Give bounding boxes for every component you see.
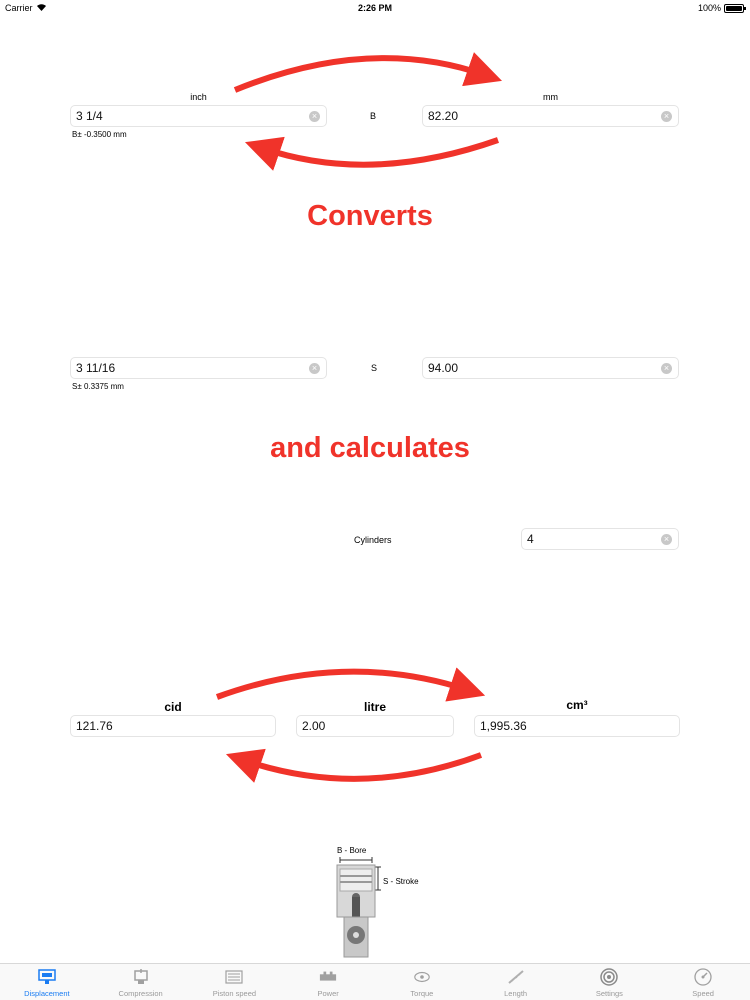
length-icon [507,968,525,986]
tab-length[interactable] [469,964,563,1000]
bore-mm-value: 82.20 [428,109,459,123]
arrow-top-left [262,140,498,165]
litre-heading: litre [363,700,386,714]
battery-icon [724,4,744,13]
stroke-inch-field[interactable] [70,357,327,379]
torque-icon [413,968,431,986]
tab-label: Speed [692,989,714,998]
stroke-diagram-label: S - Stroke [383,877,419,886]
clear-icon[interactable]: × [661,111,672,122]
cm3-heading: cm³ [566,698,588,712]
mm-unit-label: mm [543,92,558,102]
bore-inch-field[interactable] [70,105,327,127]
displacement-icon [38,968,56,986]
stroke-tolerance-note: S± 0.3375 mm [72,382,124,391]
litre-field[interactable] [296,715,454,737]
cylinders-field[interactable] [521,528,679,550]
arrow-bottom-right [217,672,468,697]
cid-heading: cid [164,700,182,714]
litre-value: 2.00 [302,719,326,733]
tab-label: Power [317,989,339,998]
bore-inch-value: 3 1/4 [76,109,103,123]
arrow-top-right [235,58,485,90]
bore-symbol: B [370,111,377,121]
cm3-field[interactable] [474,715,680,737]
clear-icon[interactable]: × [309,363,320,374]
bore-diagram-label: B - Bore [337,846,367,855]
clear-icon[interactable]: × [661,534,672,545]
battery-percent: 100% [697,3,721,13]
stroke-mm-field[interactable] [422,357,679,379]
stroke-symbol: S [371,363,378,373]
inch-unit-label: inch [190,92,207,102]
compression-icon [132,968,150,986]
power-icon [319,968,337,986]
piston-diagram [330,845,440,960]
tab-speed[interactable] [656,964,750,1000]
speed-icon [694,968,712,986]
status-battery-group [698,3,744,13]
tab-label: Torque [410,989,434,998]
stroke-inch-value: 3 11/16 [76,361,116,375]
tab-power[interactable] [281,964,375,1000]
tab-settings[interactable] [563,964,657,1000]
tab-label: Length [504,989,528,998]
carrier-label: Carrier [5,3,33,13]
cid-value: 121.76 [76,719,113,733]
bore-mm-field[interactable] [422,105,679,127]
bore-tolerance-note: B± -0.3500 mm [72,130,127,139]
tab-label: Piston speed [212,989,257,998]
clear-icon[interactable]: × [309,111,320,122]
cid-field[interactable] [70,715,276,737]
stroke-mm-value: 94.00 [428,361,459,375]
clear-icon[interactable]: × [661,363,672,374]
tab-displacement[interactable] [0,964,94,1000]
promo-converts: Converts [307,200,433,232]
settings-icon [600,968,618,986]
status-time: 2:26 PM [357,3,392,13]
tab-bar [0,963,750,1000]
promo-calculates: and calculates [270,432,470,464]
cylinders-label: Cylinders [354,535,392,545]
tab-label: Displacement [24,989,70,998]
tab-piston-speed[interactable] [188,964,282,1000]
cylinders-value: 4 [527,532,534,546]
tab-label: Compression [118,989,163,998]
status-bar [0,0,750,16]
piston-icon [330,845,440,960]
piston-speed-icon [225,968,243,986]
tab-label: Settings [595,989,623,998]
tab-compression[interactable] [94,964,188,1000]
arrow-bottom-left [243,755,481,779]
cm3-value: 1,995.36 [480,719,527,733]
tab-torque[interactable] [375,964,469,1000]
